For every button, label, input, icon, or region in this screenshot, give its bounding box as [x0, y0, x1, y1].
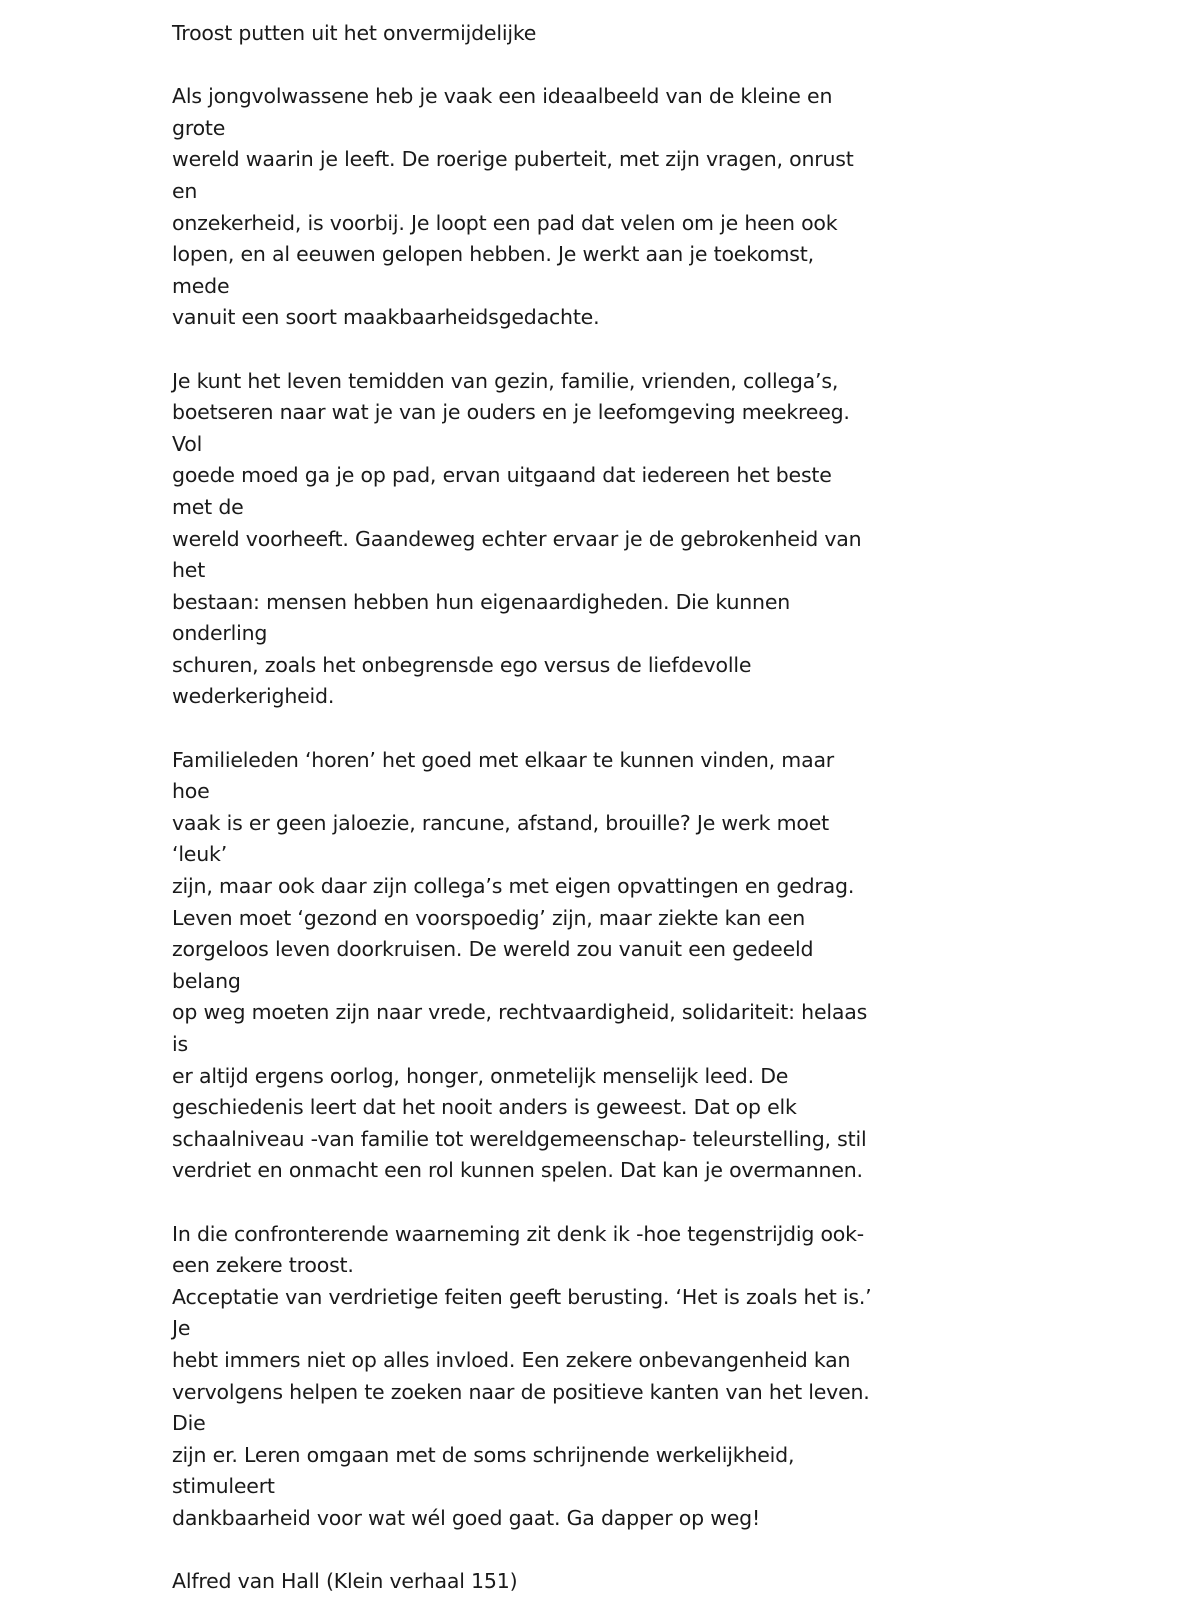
document-title: Troost putten uit het onvermijdelijke: [172, 21, 537, 45]
document-body: [172, 18, 872, 1598]
paragraph-5: Acceptatie van verdrietige feiten geeft berusting. ‘Het is zoals het is.’ Je hebt immers niet op alles invloed. Een zekere onbevangenheid kan vervolgens helpen te zoeken naar de positieve kanten van het leven. Die zijn er. Leren omgaan met de soms schrijnende werkelijkheid, stimuleert dankbaarheid voor wat wél goed gaat. Ga dapper op weg!: [172, 1284, 872, 1530]
paragraph-1: Als jongvolwassene heb je vaak een ideaalbeeld van de kleine en grote wereld waarin je leeft. De roerige puberteit, met zijn vragen, onrust en onzekerheid, is voorbij. Je loopt een pad dat velen om je heen ook lopen, en al eeuwen gelopen hebben. Je werkt aan je toekomst, mede vanuit een soort maakbaarheidsgedachte.: [172, 84, 854, 330]
paragraph-3: Familieleden ‘horen’ het goed met elkaar te kunnen vinden, maar hoe vaak is er geen jaloezie, rancune, afstand, brouille? Je werk moet ‘leuk’ zijn, maar ook daar zijn collega’s met eigen opvattingen en gedrag. Leven moet ‘gezond en voorspoedig’ zijn, maar ziekte kan een zorgeloos leven doorkruisen. De wereld zou vanuit een gedeeld belang op weg moeten zijn naar vrede, rechtvaardigheid, solidariteit: helaas is er altijd ergens oorlog, honger, onmetelijk menselijk leed. De geschiedenis leert dat het nooit anders is geweest. Dat op elk schaalniveau -van familie tot wereldgemeenschap- teleurstelling, stil verdriet en onmacht een rol kunnen spelen. Dat kan je overmannen.: [172, 747, 868, 1183]
paragraph-2: Je kunt het leven temidden van gezin, familie, vrienden, collega’s, boetseren naar wat je van je ouders en je leefomgeving meekreeg. Vol goede moed ga je op pad, ervan uitgaand dat iedereen het beste met de wereld voorheeft. Gaandeweg echter ervaar je de gebrokenheid van het bestaan: mensen hebben hun eigenaardigheden. Die kunnen onderling schuren, zoals het onbegrensde ego versus de liefdevolle wederkerigheid.: [172, 368, 862, 709]
paragraph-4: In die confronterende waarneming zit denk ik -hoe tegenstrijdig ook- een zekere troost.: [172, 1221, 865, 1278]
author-signature: Alfred van Hall (Klein verhaal 151): [172, 1569, 518, 1594]
